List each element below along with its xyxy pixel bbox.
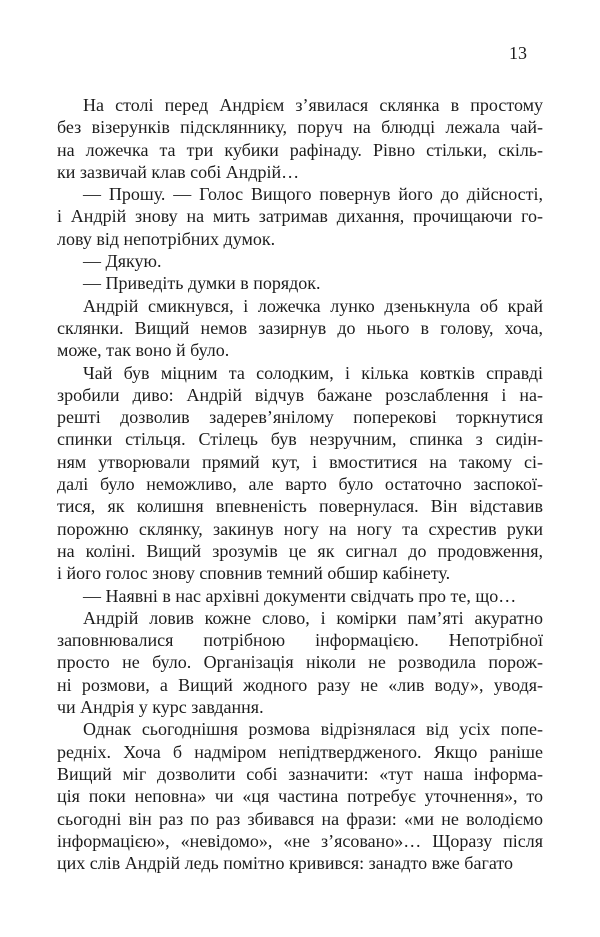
text-line: — Приведіть думки в порядок. <box>83 273 321 294</box>
text-line: зробили диво: Андрій відчув бажане розслаблення і на- <box>57 384 543 405</box>
text-line: інформацією», «невідомо», «не з’ясовано»… Щоразу після <box>57 830 543 851</box>
paragraph <box>57 295 543 362</box>
text-line: Однак сьогоднішня розмова відрізнялася від усіх попе- <box>83 719 543 740</box>
text-line: без візерунків підскляннику, поруч на блюдці лежала чай- <box>57 117 543 138</box>
text-line: спинки стільця. Стілець був незручним, спинка з сидін- <box>57 429 543 450</box>
paragraph <box>57 250 543 272</box>
text-line: — Прошу. — Голос Вищого повернув його до дійсності, <box>83 184 543 205</box>
text-line: просто не було. Організація ніколи не розводила порож- <box>57 652 543 673</box>
text-line: — Наявні в нас архівні документи свідчать про те, що… <box>83 585 517 606</box>
text-line: решті дозволив задерев’янілому поперекові торкнутися <box>57 407 543 428</box>
text-line: може, так воно й було. <box>57 340 230 361</box>
text-line: цих слів Андрій ледь помітно кривився: занадто вже багато <box>57 853 513 874</box>
text-line: і Андрій знову на мить затримав дихання, прочищаючи го- <box>57 206 543 227</box>
text-line: ція поки неповна» чи «ця частина потребує уточнення», то <box>57 786 543 807</box>
text-line: заповнювалися потрібною інформацією. Непотрібної <box>57 630 543 651</box>
text-line: склянки. Вищий немов зазирнув до нього в голову, хоча, <box>57 317 543 338</box>
text-line: на коліні. Вищий зрозумів це як сигнал до продовження, <box>57 540 543 561</box>
page-number: 13 <box>509 43 527 63</box>
text-line: Вищий міг дозволити собі зазначити: «тут наша інформа- <box>57 763 543 784</box>
text-line: ням утворювали прямий кут, і вмоститися на такому сі- <box>57 451 543 472</box>
text-block <box>57 94 543 874</box>
text-line: На столі перед Андрієм з’явилася склянка в простому <box>83 95 543 115</box>
text-line: далі було неможливо, але варто було остаточно заспокої- <box>57 474 543 495</box>
text-line: Андрій смикнувся, і ложечка лунко дзенькнула об край <box>83 295 543 316</box>
text-line: — Дякую. <box>83 251 162 272</box>
text-line: Чай був міцним та солодким, і кілька ковтків справді <box>83 362 543 383</box>
text-line: на ложечка та три кубики рафінаду. Рівно стільки, скіль- <box>57 139 543 160</box>
text-line: ні розмови, а Вищий жодного разу не «лив воду», уводя- <box>57 674 543 695</box>
text-line: порожню склянку, закинув ногу на ногу та схрестив руки <box>57 518 543 539</box>
paragraph <box>57 272 543 294</box>
paragraph <box>57 607 543 718</box>
text-line: лову від непотрібних думок. <box>57 228 276 249</box>
text-line: тися, як колишня впевненість повернулася. Він відставив <box>57 496 543 517</box>
paragraph <box>57 585 543 607</box>
paragraph <box>57 94 543 183</box>
text-line: Андрій ловив кожне слово, і комірки пам’яті акуратно <box>83 607 543 628</box>
text-line: чи Андрія у курс завдання. <box>57 697 264 718</box>
text-line: редніх. Хоча б надміром непідтвердженого. Якщо раніше <box>57 741 543 762</box>
text-line: і його голос знову сповнив темний обшир кабінету. <box>57 563 451 584</box>
text-line: ки зазвичай клав собі Андрій… <box>57 161 300 182</box>
paragraph <box>57 362 543 585</box>
paragraph <box>57 718 543 874</box>
paragraph <box>57 183 543 250</box>
text-line: сьогодні він раз по раз збивався на фрази: «ми не володіємо <box>57 808 543 829</box>
